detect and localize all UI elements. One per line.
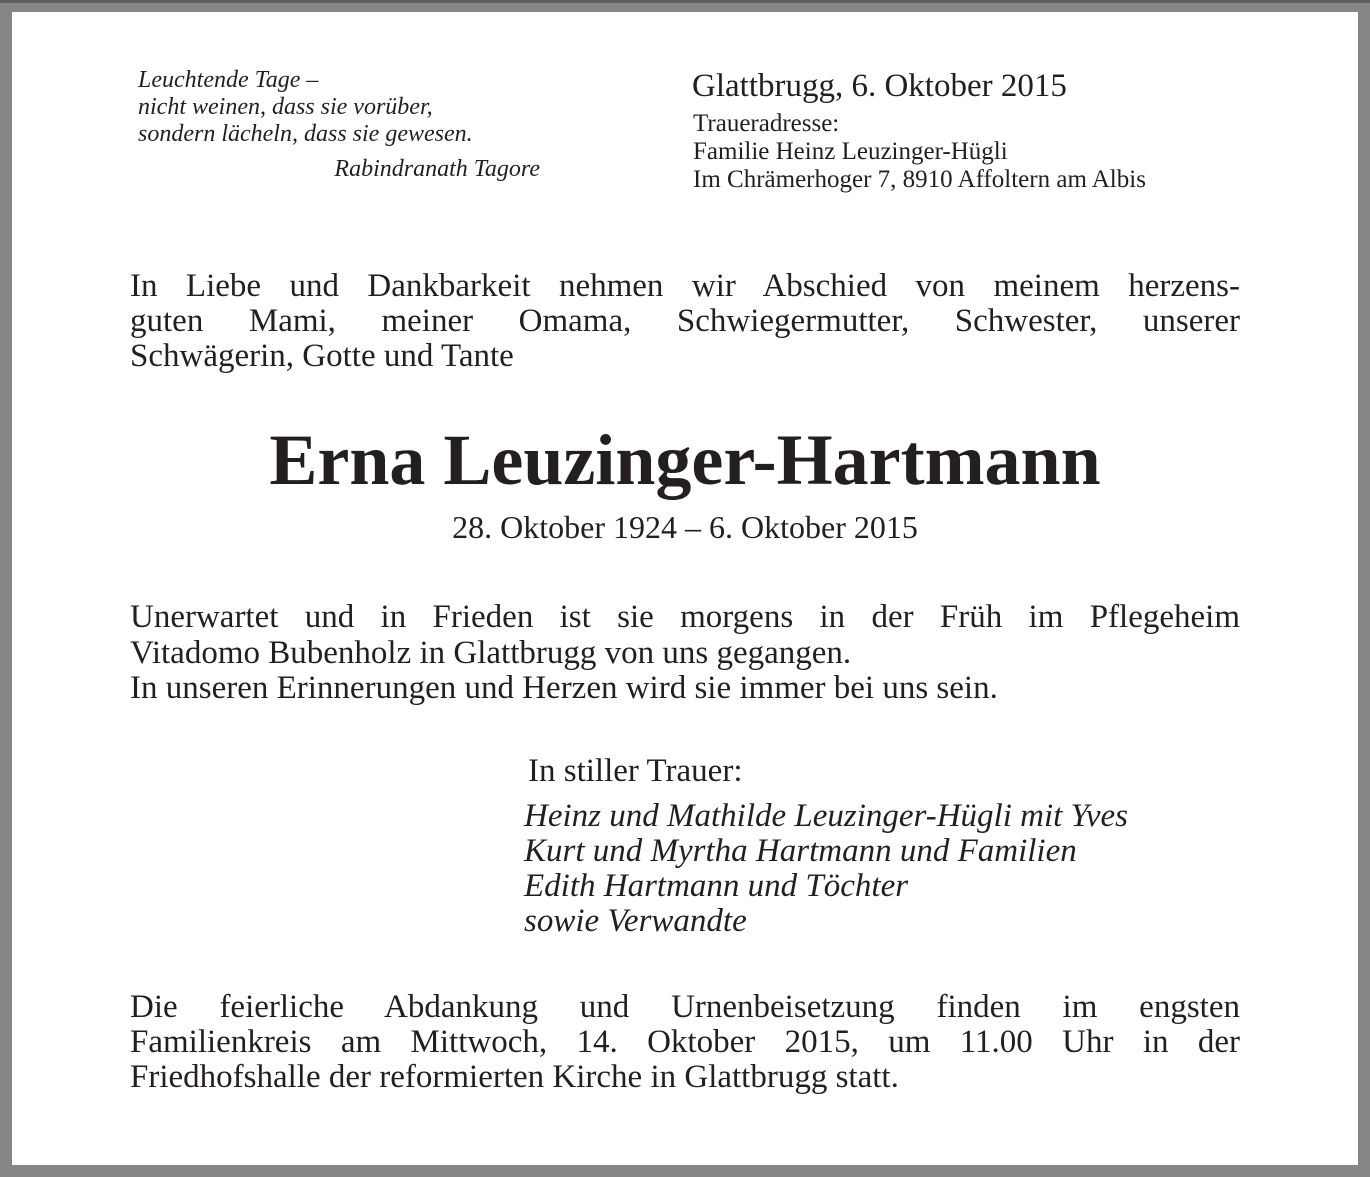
mourner-name: Edith Hartmann und Töchter (524, 868, 909, 904)
mourner-name: Kurt und Myrtha Hartmann und Familien (524, 833, 1077, 869)
address-line: Im Chrämerhoger 7, 8910 Affoltern am Albis (693, 166, 1146, 193)
message-line: Vitadomo Bubenholz in Glattbrugg von uns gegangen. (130, 635, 852, 671)
ceremony-line: Friedhofshalle der reformierten Kirche in Glattbrugg statt. (130, 1059, 899, 1095)
intro-line: guten Mami, meiner Omama, Schwiegermutter, Schwester, unserer (130, 303, 1240, 339)
deceased-name: Erna Leuzinger-Hartmann (269, 420, 1101, 500)
quote-line: nicht weinen, dass sie vorüber, (138, 94, 433, 120)
quote-line: sondern lächeln, dass sie gewesen. (138, 121, 473, 147)
intro-line: In Liebe und Dankbarkeit nehmen wir Abschied von meinem herzens- (130, 268, 1240, 304)
ceremony-line: Familienkreis am Mittwoch, 14. Oktober 2015, um 11.00 Uhr in der (130, 1024, 1240, 1060)
mourner-name: Heinz und Mathilde Leuzinger-Hügli mit Yves (524, 798, 1129, 834)
place-date: Glattbrugg, 6. Oktober 2015 (692, 68, 1067, 104)
ceremony-line: Die feierliche Abdankung und Urnenbeisetzung finden im engsten (130, 989, 1240, 1025)
message-line: Unerwartet und in Frieden ist sie morgens in der Früh im Pflegeheim (130, 599, 1240, 635)
quote-line: Leuchtende Tage – (138, 67, 319, 93)
mourners-label: In stiller Trauer: (528, 753, 743, 789)
message-line: In unseren Erinnerungen und Herzen wird sie immer bei uns sein. (130, 670, 998, 706)
address-line: Familie Heinz Leuzinger-Hügli (693, 138, 1008, 165)
address-label: Traueradresse: (693, 110, 840, 137)
mourner-name: sowie Verwandte (524, 903, 747, 939)
life-dates: 28. Oktober 1924 – 6. Oktober 2015 (452, 509, 918, 545)
frame-top (0, 0, 1370, 3)
quote-author: Rabindranath Tagore (334, 156, 540, 182)
intro-line: Schwägerin, Gotte und Tante (130, 338, 514, 374)
